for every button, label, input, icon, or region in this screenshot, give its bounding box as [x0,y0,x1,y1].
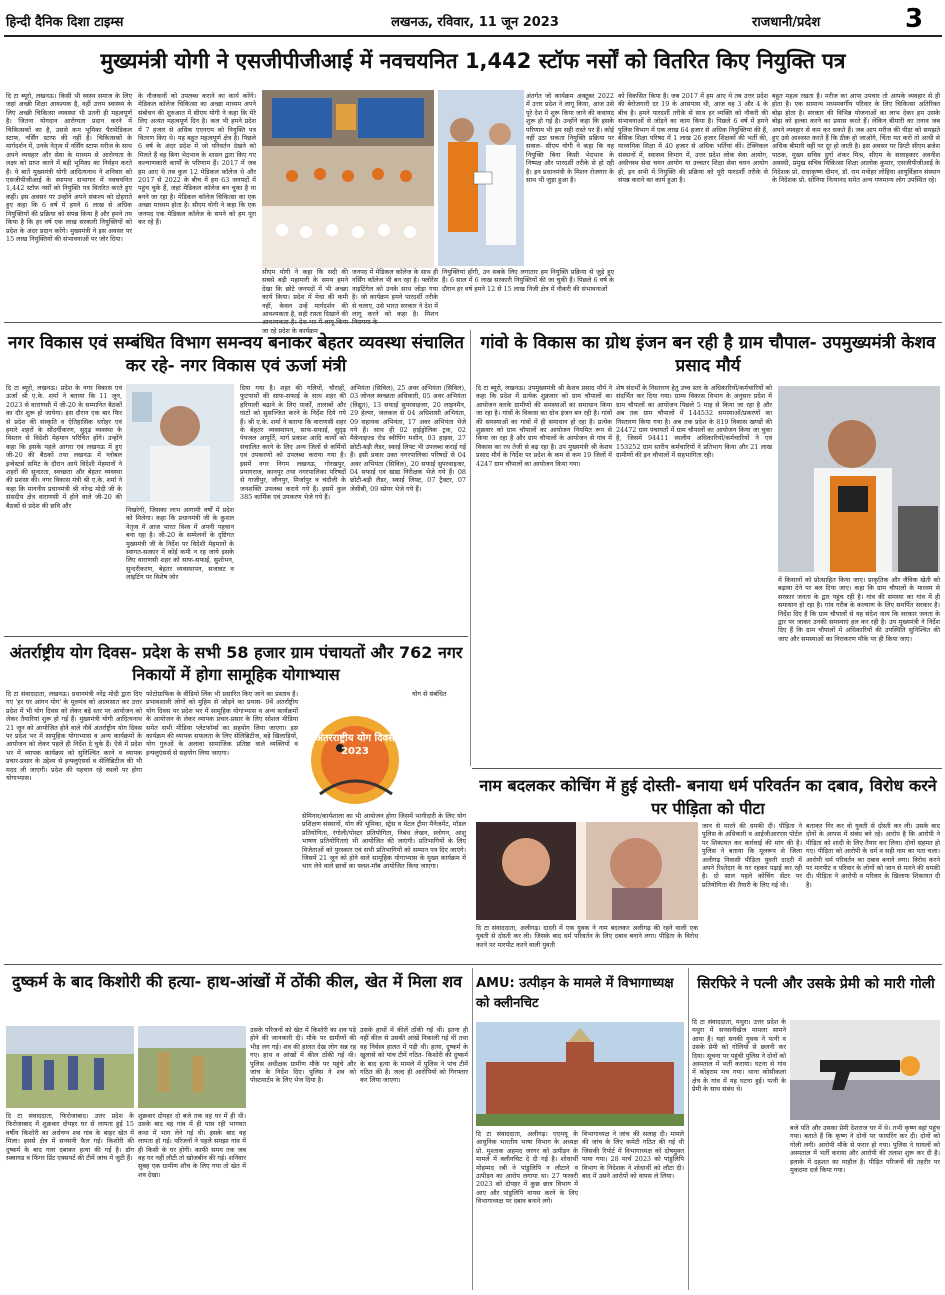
story5-col1: दि टा संवाददाता, अलीगढ़। दादरी में एक युवक ने नाम बदलकर अलीगढ़ की रहने वाली एक युवती से दोस्ती कर ली। जिसके बाद धर्म परिवर्तन के लिए दबाव बनाने लगा। पीड़िता के विरोध करने पर मारपीट करने वाली युवती [476,924,698,949]
story2-col3: दिया गया है। शहर की गलियों, चौराहों, फुटपाथों की साफ-सफाई के साथ शहर की हरियाली बढ़ाने के लिए पार्कों, तालाबों और घाटों को सुसज्जित करने के निर्देश दिये गये हैं। श्री ए.के. शर्मा ने बताया कि वाराणसी शहर के बेहतर व्यवस्थापन, साफ-सफाई, सुदृढ़ पेयजल आपूर्ति, मार्ग प्रकाश आदि कार्यों को संचालित करने के लिए अन्य जिलों से कर्मियों एवं उपकरणों को उपलब्ध कराया गया है। इसमें नगर निगम लखनऊ, गोरखपुर, प्रयागराज, कानपुर तथा नगरपालिका परिषदों से गाजीपुर, जौनपुर, मिर्जापुर व चंदौली के जनशक्ति उपलब्ध कराये गये हैं। इसमें कुल 385 कार्मिक एवं उपकरण भेजे गये हैं। [240,384,346,502]
story1-col1: दि टा ब्यूरो, लखनऊ। किसी भी स्वस्थ समाज के लिए जहां अच्छी शिक्षा आवश्यक है, वहीं उत्तम स्वास्थ्य के लिए अच्छी चिकित्सा व्यवस्था भी उतनी ही महत्वपूर्ण है। जितना योगदान आरोग्यता प्रदान करने में चिकित्सकों का है, उससे कम भूमिका पैरामेडिकल स्टाफ, नर्सिंग स्टाफ की नहीं है। चिकित्सकों के मार्गदर्शन में, उनके नेतृत्व में नर्सिंग स्टाफ मरीज के साथ अपने व्यवहार और सेवा के माध्यम से आरोग्यता के लक्ष्य को प्राप्त करने में बड़ी भूमिका का निर्वहन करते हैं। ये बातें मुख्यमंत्री योगी आदित्यनाथ ने शनिवार को एसजीपीजीआई के स्थापना सभागार में नवचयनित 1,442 स्टॉफ नर्सों को नियुक्ति पत्र वितरित करते हुए कहीं। इस अवसर पर उन्होंने अपने संकल्प को दोहराते हुए कहा कि 6 वर्ष में हमने 6 लाख से अधिक नियुक्तियों की प्रक्रिया को संपन्न किया है और हमने तय किया है कि हर वर्ष एक लाख सरकारी नियुक्तियों को प्रदेश के अंदर प्रदान करेंगे। मुख्यमंत्री ने इस अवसर पर 15 लाख नियुक्तियों की संभावनाओं पर जोर दिया। [6,92,132,243]
story6-headline: दुष्कर्म के बाद किशोरी की हत्या- हाथ-आंखों में ठोंकी कील, खेत में मिला शव [11,972,463,991]
story2-col1: दि टा ब्यूरो, लखनऊ। प्रदेश के नगर विकास एवं ऊर्जा श्री ए.के. शर्मा ने बताया कि 11 जून, 2023 से वाराणसी में जी-20 के सम्मानित बैठकों का दौर शुरू हो जायेगा। इस दौरान एक बार फिर से प्रदेश की संस्कृति व ऐतिहासिक धरोहर एवं हमारे शहरों के सौंदर्यीकरण, सुदृढ़ व्यवस्था के विस्तार से विदेशी मेहमान परिचित होंगे। उन्होंने कहा कि इसके पहले आगरा एवं लखनऊ में हुए जी-20 की बैठकों तथा लखनऊ में ग्लोबल इन्वेस्टर्स समिट के दौरान आये विदेशी मेहमानों ने शहरों की सुन्दरता, स्वच्छता और बेहतर व्यवस्था की प्रशंसा की। नगर विकास मंत्री श्री ए.के. शर्मा ने कहा कि माननीय प्रधानमंत्री श्री नरेन्द्र मोदी जी के संसदीय क्षेत्र वाराणसी में होने वाले जी-20 की बैठकों से प्रदेश की छवि और [6,384,122,510]
story8-col2: बजे पति और उसका प्रेमी देशराज घर में थे। तभी कृष्ण वहां पहुंच गया। बताते हैं कि कृष्ण ने दोनों पर फायरिंग कर दी। दोनों को गोली लगी। आरोपी मौके से फरार हो गया। पुलिस ने घायलों को अस्पताल में भर्ती कराया और आरोपी की तलाश शुरू कर दी है। इलाके में दहशत का माहौल है। पीड़ित परिजनों की तहरीर पर मुकदमा दर्ज किया गया। [790,1124,940,1175]
deputy-cm-speaking-photo [778,386,940,572]
story6-col1: दि टा संवाददाता, फिरोजाबाद। उत्तर प्रदेश के फिरोजाबाद में शुक्रवार दोपहर घर से लापता हुई 15 वर्षीय किशोरी का अर्धनग्न शव गांव के बाहर खेत में मिला। इससे क्षेत्र में सनसनी फैल गई। किशोरी की दुष्कर्म के बाद गला दबाकर हत्या की गई है। डॉग स्क्वायड व फिंगर प्रिंट एक्सपर्ट की टीमें जांच में जुटी हैं। [6,1112,134,1163]
story5-col2: जान से मारने की धमकी दी। पीड़िता ने पुलिस के अधिकारी व आईजीआरएस पोर्टल पर शिकायत कर कार्रवाई की मांग की है। पुलिस ने बताया कि मूलरूप से जिला अलीगढ़ निवासी पीड़िता युवती दादरी में अपने रिश्तेदार के घर रहकर पढ़ाई कर रही है। दो साल पहले कोचिंग सेंटर पर प्रतियोगिता की तैयारी के लिए गई थी। [702,822,802,889]
story6-col4: उसके हाथों में कीलें ठोंकी गई थीं। इतना ही नहीं कील से उसकी आंखें निकाली गई थीं तथा वह निर्वस्त्र हालत में पड़ी थी। हत्या, दुष्कर्म के खुलासे को पांच टीमें गठित- किशोरी की दुष्कर्म के बाद हत्या के मामले में पुलिस ने पांच टीमें गठित की हैं। जल्द ही आरोपियों को गिरफ्तार कर लिया जाएगा। [360,1026,468,1085]
story1-col3: सीएम योगी ने कहा कि सदी की सबसे बड़ी महामारी के समय हमने देखा कि छोटे जनपदों में भी अच्छा कार्य किया। प्रदेश में मेधा की कमी नहीं, केवल उन्हें मार्गदर्शन की आवश्यकता है, सही रास्ता दिखाने की जा रहे प्रदेश के कार्यक्रम [262,268,348,335]
story5-photo [476,822,698,920]
story6-photo [6,1026,134,1108]
stage-event-photo [262,90,434,268]
university-building-photo [476,1022,684,1126]
story1-photo-nurse [438,90,524,266]
story5-col3: बताकर गिर कर वो युवती से दोस्ती कर ली। उसके बाद दोनों के आपस में संबंध बने रहे। आरोप है कि आरोपी ने पीड़िता को शादी के लिए तैयार कर लिया। दोनों सहमत हो गए। पीड़िता को आरोपी के धर्म व सही नाम का पता चला। आरोपी धर्म परिवर्तन का दबाव बनाने लगा। विरोध करने पर मारपीट व परिवार के लोगों को जान से मारने की धमकी दी। पीड़िता ने आरोपी व परिवार के खिलाफ शिकायत दी है। [806,822,940,889]
masthead-rule [4,35,942,37]
story1-col7: को विकसित किया है। जब 2017 में हम आए थे तब उत्तर प्रदेश की बेरोजगारी दर 19 के आसपास थी, आज वह 3 और 4 के बीच है। हमने पारदर्शी तरीके से साथ हर व्यक्ति को नौकरी की संभावनाओं से जोड़ने का काम किया है। पिछले 6 वर्ष में हमने पुलिस विभाग में एक लाख 64 हजार से अधिक नियुक्तियां की हैं, बेसिक शिक्षा परिषद में 1 लाख 26 हजार शिक्षकों की भर्ती की, माध्यमिक शिक्षा में 40 हजार से अधिक भर्तियां कीं। टेक्निकल संस्थानों में, स्वास्थ्य विभाग में, उत्तर प्रदेश लोक सेवा आयोग, अधीनस्थ सेवा चयन आयोग या उच्चतर शिक्षा सेवा चयन आयोग हो, इन सभी में नियुक्ति की प्रक्रिया को पूरी पारदर्शी तरीके से संपन्न कराने का कार्य हुआ है। [618,92,768,185]
story8-col1: दि टा संवाददाता, मथुरा। उत्तर प्रदेश के मथुरा में सनसनीखेज मामला सामने आया है। यहां सनकी युवक ने पत्नी व उसके प्रेमी को गोलियों से छलनी कर दिया। सूचना पर पहुंची पुलिस ने दोनों को अस्पताल में भर्ती कराया। घटना से गांव में कोहराम मच गया। थाना कोसीकलां क्षेत्र के गांव में यह घटना हुई। पत्नी के प्रेमी के साथ संबंध थे। [692,1018,786,1094]
masthead [0,0,945,40]
mid-bottom-rule [4,964,942,965]
story3-col3: में किसानों को प्रोत्साहित किया जाए। प्राकृतिक और जैविक खेती को बढ़ावा देने पर बल दिया जाए। कहा कि ग्राम चौपालों के माध्यम से सरकार जनता के द्वार पहुंच रही है। गांव की समस्या का गांव में ही समाधान हो रहा है। गांव गरीब के कल्याण के लिए समर्पित सरकार है। निर्देश दिए हैं कि ग्राम चौपालों से यह संदेश जाय कि सरकार जनता के द्वार पर जाकर उनकी समस्याएं हल कर रही है। उप मुख्यमंत्री ने निर्देश दिए हैं कि ग्राम चौपालों में अधिकारियों की उपस्थिति सुनिश्चित की जाए और समस्याओं का निराकरण मौके पर ही किया जाए। [778,576,940,643]
story2-photo [126,384,234,502]
yoga-day-logo-text: अंतरराष्ट्रीय योग दिवस 2023 [315,733,395,757]
story2-3-divider [470,330,471,766]
crime-scene-field-photo [6,1026,134,1108]
story6-col3: उसके परिजनों को खेत में किशोरी का शव पड़े होने की जानकारी दी। मौके पर ग्रामीणों की भीड़ लग गई। शव की हालत देख लोग सन्न रह गए। हाथ व आंखों में कील ठोंकी गई थी। पुलिस अधीक्षक ग्रामीण मौके पर पहुंचे और जांच के निर्देश दिए। पुलिस ने शव को पोस्टमार्टम के लिए भेज दिया है। [250,1026,356,1085]
minister-portrait-photo [126,384,234,502]
nurse-receiving-letter-photo [438,90,524,266]
story7-col2: विभागाध्यक्ष ने जांच की सलाह दी। मामले की जांच के लिए कमेटी गठित की गई थी जिसकी रिपोर्ट में विभागाध्यक्ष को दोषमुक्त पाया गया। 28 मार्च 2023 को पांडुलिपि विभाग के निदेशक ने शोधार्थी को लौटा दी। बाद में उसने आरोपों को वापस ले लिया। [582,1130,684,1181]
story1-col8: बहुत महत्व रखता है। मरीज का आपा उपचार तो आपके व्यवहार से ही होता है। एक सामान्य मध्यमवर्गीय परिवार के लिए चिकित्सा अतिरिक्त बोझ होता है। सरकार की विभिन्न योजनाओं का लाभ देकर हम उसके बोझ को हल्का करने का प्रयास करते हैं। लेकिन बीमारी का तनाव जब अपने व्यवहार से कम कर सकते हैं। जब आप मरीज की पीड़ा को समझते हुए उसे आश्वस्त करते हैं कि ठीक हो जाओगे, चिंता मत करो तो आधी से अधिक बीमारी वहीं पर दूर हो जाती है। इस अवसर पर डिप्टी सीएम ब्रजेश पाठक, मुख्य सचिव दुर्गा शंकर मिश्र, सीएम के सलाहकार अवनीश अवस्थी, प्रमुख सचिव चिकित्सा शिक्षा आलोक कुमार, एसजीपीजीआई के निदेशक प्रो. राधाकृष्ण धीमन, डॉ. राम मनोहर लोहिया आयुर्विज्ञान संस्थान के निदेशक प्रो. सोनिया नित्यानंद समेत अन्य गणमान्य लोग उपस्थित रहे। [772,92,940,185]
gun-shooting-photo [790,1020,940,1120]
story8-headline: सिरफिरे ने पत्नी और उसके प्रेमी को मारी गोली [697,976,935,992]
story7-8-divider [688,968,689,1290]
story8-photo [790,1020,940,1120]
story1-col5: अंतर्गत जो कार्यक्रम अक्टूबर 2022 में उत्तर प्रदेश ने लागू किया, आज उसे पूरे देश में शुरू किया जाने की कवायद शुरू हो गई है। उन्होंने कहा कि इसके परिणाम भी हम सही रास्ते पर हैं। कोई नहीं उठा सकता नियुक्ति प्रक्रिया पर सवाल- सीएम योगी ने कहा कि यह नियुक्ति बिना किसी भेदभाव के निष्पक्ष और पारदर्शी तरीके से हो रही है। इन प्रधानमंत्री के मिशन रोजगार के साथ भी जुड़ा हुआ है। [526,92,614,185]
story6-photo-2 [138,1026,246,1108]
story1-headline: मुख्यमंत्री योगी ने एसजीपीजीआई में नवचयनित 1,442 स्टॉफ नर्सों को वितरित किए नियुक्ति पत्र [100,49,846,73]
story7-col1: दि टा संवाददाता, अलीगढ़। एएमयू के आधुनिक भारतीय भाषा विभाग के अध्यक्ष प्रो. मुश्ताक अहमद जरगर को उत्पीड़न के मामले में क्लीनचिट दे दी गई है। शोधार्थी मोहम्मद रबी ने पांडुलिपि न लौटाने व उत्पीड़न का आरोप लगाया था। 27 फरवरी 2023 को दोपहर में कुछ छात्र विभाग में आए और पांडुलिपि वापस करने के लिए विभागाध्यक्ष पर दबाव बनाने लगे। [476,1130,578,1206]
story4-col4: सेमिनार/कार्यशाला का भी आयोजन होगा जिसमें भागीदारी के लिए योग प्रशिक्षण संस्थानों, योग की भूमिका, स्ट्रेस व मेंटल ट्रीमा मैनेजमेंट, मॉडल प्रतियोगिता, रंगोली/पोस्टर प्रतियोगिता, निबंध लेखन, स्लोगन, आशु भाषण प्रतियोगिताएं भी आयोजित की जाएंगी। प्रतिभागियों के लिए विजेताओं को पुरस्कार एवं सभी प्रतिभागियों को सम्मान पत्र दिए जाएंगे। जिसमें 21 जून को होने वाले सामूहिक योगाभ्यास के मुख्य कार्यक्रम में भाग लेने वाले छात्रों का फ्लश-मॉब आयोजित किया जाएगा। [302,812,466,871]
story2-bottom-rule [4,636,468,637]
story4-col1: दि टा संवाददाता, लखनऊ। प्रधानमंत्री नरेंद्र मोदी द्वारा दिए गए 'हर घर आंगन योग' के मूलमंत्र को आत्मसात कर उत्तर प्रदेश में भी योग दिवस को लेकर बड़े स्तर पर आयोजन को लेकर तैयारियां शुरू हो गई हैं। मुख्यमंत्री योगी आदित्यनाथ 21 जून को आयोजित होने वाले नौवें अंतर्राष्ट्रीय योग दिवस पर प्रदेश भर में सामूहिक योगाभ्यास व अन्य कार्यक्रमों के आयोजन को लेकर पहले ही निर्देश दे चुके हैं। ऐसे में प्रदेश भर में व्यापक कार्यक्रम को सुनिश्चित करने व व्यापक प्रचार-प्रसार के उद्देश्य से इन्फ्लुएंसर्स व सेलिब्रिटीज की भी मदद ली जाएगी। प्रदेश की पहचान रहे स्थलों पर होगा योगाभ्यास। [6,690,142,783]
story3-col2: शेष संदर्भों के निस्तारण हेतु उच्च स्तर के अधिकारियों/कर्मचारियों को संदर्भित कर दिया गया। ग्राम्य विकास विभाग के अनुसार प्रदेश में ग्राम चौपालों का आयोजन पिछले 5 माह से किया जा रहा है और अब तक ग्राम चौपालों में 144532 समस्याओं/प्रकरणों का निस्तारण किया गया है। अब तक प्रदेश के 819 विकास खण्डों की 24472 ग्राम पंचायतों में ग्राम चौपालों का आयोजन किया जा चुका है, जिसमें 94411 स्थलीय अधिकारियों/कर्मचारियों ने एवं 153252 ग्राम स्तरीय कर्मचारियों ने प्रतिभाग किया और 21 लाख ग्रामीणों की इन चौपालों में सहभागिता रही। [616,384,772,460]
section-label: राजधानी/प्रदेश [752,15,821,30]
distressed-woman-illustration [476,822,698,920]
story1-bottom-rule [4,322,942,323]
yoga-pose-icon [300,708,410,808]
story1-photo [262,90,434,268]
story3-headline: गांवो के विकास का ग्रोथ इंजन बन रही है ग्राम चौपाल- उपमुख्यमंत्री केशव प्रसाद मौर्य [480,333,936,376]
story4-headline: अंतर्राष्ट्रीय योग दिवस- प्रदेश के सभी 58 हजार ग्राम पंचायतों और 762 नगर निकायों में होगा सामूहिक योगाभ्यास [9,643,463,684]
story6-col2: शुक्रवार दोपहर दो बजे तक वह घर में ही थी। उसके बाद वह गांव में ही पास रही भागवत कथा में भाग लेने गई थी। इसके बाद वह लापता हो गई। परिजनों ने पहले समझा गांव में ही किसी के घर होगी। काफी समय तक जब वह घर नहीं लौटी तो खोजबीन की गई। शनिवार सुबह एक ग्रामीण शौच के लिए गया तो खेत में शव देखा। [138,1112,246,1179]
police-at-site-photo [138,1026,246,1108]
story3-bottom-rule [472,768,942,769]
yoga-day-logo [300,708,410,808]
story7-photo [476,1022,684,1126]
story2-col2: निखरेगी, जिसका लाभ आगामी वर्षों में प्रदेश को मिलेगा। कहा कि प्रधानमंत्री जी के कुशल नेतृत्व में आज भारत विश्व में अपनी पहचान बना रहा है। जी-20 के सम्मेलनों के दृष्टिगत मुख्यमंत्री जी के निर्देश पर विदेशी मेहमानों के स्वागत-सत्कार में कोई कमी न रह जाये इसके लिए वाराणसी शहर को साफ-सफाई, सुशोभन, सुन्दरीकरण, बेहतर व्यवस्थापन, सजावट व लाइटिंग पर विशेष जोर [126,506,234,582]
story1-col4: जनपद में मेडिकल कॉलेज के साथ ही नर्सिंग कॉलेज भी बन रहा है। फ्लोरेंस नाइटिंगेल को उनके साथ जोड़ा गया है। जो कार्यक्रम हमने पारदर्शी तरीके से चलाए, उसे भारत सरकार ने देश में लागू करने को कहा है। मिशन [352,268,438,319]
story4-col2: फोटोग्राफिक के वीडियो लिंक भी प्रसारित किए जाने का प्रस्ताव है। प्रभावशाली लोगों को मुहिम से जोड़ने का प्रयास- 9वें अंतर्राष्ट्रीय योग दिवस पर प्रदेश भर में सामूहिक योगाभ्यास व अन्य कार्यक्रमों के आयोजन के लेकर व्यापक प्रचार-प्रसार के लिए सोशल मीडिया समेत सभी मीडिया प्लेटफॉर्म्स का सहयोग लिया जाएगा। इस कार्यक्रम की व्यापक सफलता के लिए सेलिब्रिटीज, बड़े खिलाड़ियों, योग गुरुओं के अलावा सामाजिक प्रतिष्ठा वाले व्यक्तियों व इन्फ्लुएंसर्स से सहयोग लिया जाएगा। [146,690,298,757]
story3-col1: दि टा ब्यूरो, लखनऊ। उपमुख्यमंत्री श्री केशव प्रसाद मौर्य ने कहा कि प्रदेश में प्रत्येक शुक्रवार को ग्राम चौपालों का आयोजन करके ग्रामीणों की समस्याओं का समाधान किया जा रहा है। गांवों के विकास का ग्रोथ इंजन बन रही है। गांवों की समस्याओं का गांवों में ही समाधान हो रहा है। प्रत्येक शुक्रवार को ग्राम चौपालों का आयोजन नियमित रूप से किया जा रहा है और ग्राम चौपालों के आयोजन से गांव में विकास का रथ तेजी से बढ़ रहा है। उप मुख्यमंत्री श्री केशव प्रसाद मौर्य के निर्देश पर प्रदेश के कम से कम 19 जिलों में 4247 ग्राम चौपालों का आयोजन किया गया। [476,384,612,468]
paper-name: हिन्दी दैनिक दिशा टाइम्स [6,15,124,30]
story5-headline: नाम बदलकर कोचिंग में हुई दोस्ती- बनाया धर्म परिवर्तन का दबाव, विरोध करने पर पीड़िता को पीटा [479,776,937,818]
story2-col4: अभियंता (सिविल), 25 अवर अभियंता (सिविल), 03 जोनल स्वच्छता अधिकारी, 05 अवर अभियंता (विद्युत), 13 सफाई सुपरवाइजर, 20 लाइनमैन, 29 हेल्पर, जलकल से 04 अधिशासी अभियंता, 09 सहायक अभियंता, 17 अवर अभियंता भेजे गये हैं। साथ ही 02 हाईड्रोलिक ट्रक, 02 मैकेनाइज्ड रोड स्वीपिंग मशीन, 03 हाइवा, 27 छोटी-बड़ी लैडर, स्काई लिफ्ट भी उपलब्ध कराई गई हैं। इसी प्रकार उक्त नगरपालिका परिषदों से 04 अवर अभियंता (सिविल), 20 सफाई सुपरवाइजर, 04 सफाई एवं खाद्य निरीक्षक भेजे गये हैं। 08 छोटी-बड़ी लैडर, स्काई लिफ्ट, 07 ट्रैक्टर, 07 जेसीबी, 09 स्प्रेयर भेजे गये हैं। [350,384,467,493]
story4-col3: योग से संबंधित [412,690,447,698]
story2-headline: नगर विकास एवं सम्बंधित विभाग समन्वय बनाकर बेहतर व्यवस्था संचालित कर रहे- नगर विकास एवं ऊर्जा मंत्री [8,333,464,376]
story1-col6: नियुक्तियां होंगी, उन सबके लिए लगातार हम नियुक्ति प्रक्रिया से जुड़े हुए हैं। 6 साल में 6 लाख सरकारी नियुक्तियों की जा चुकी हैं। पिछले 6 वर्ष के दौरान हर वर्ष हमने 12 से 15 लाख निजी क्षेत्र में नौकरी की संभावनाओं [442,268,614,293]
story3-photo [778,386,940,572]
story1-col2: के नौजवानों को उपलब्ध कराने का कार्य करेंगे। मेडिकल कॉलेज चिकित्सा का अच्छा माध्यम अपने संबोधन की शुरुआत में सीएम योगी ने कहा कि मेरे लिए अत्यंत महत्वपूर्ण दिन है। कल भी हमने प्रदेश में 7 हजार से अधिक एएनएम को नियुक्ति पत्र वितरण किए थे। यह बहुत महत्वपूर्ण क्षेत्र है। पिछले 6 वर्ष के अंदर प्रदेश में जो परिवर्तन देखने को मिलते हैं वह बिना भेदभाव के शासन द्वारा किए गए कल्याणकारी कार्यों के परिणाम हैं। 2017 में जब हम आए थे तब कुल 12 मेडिकल कॉलेज थे और 2017 से 2022 के बीच में हम 63 जनपदों में पहुंच चुके हैं, जहां मेडिकल कॉलेज बन चुका है या बनने जा रहा है। मेडिकल कॉलेज चिकित्सा का एक अच्छा माध्यम होता है। सीएम योगी ने कहा कि एक जनपद एक मेडिकल कॉलेज के सपने को हम पूरा कर रहे हैं। [138,92,256,227]
story7-headline: AMU: उत्पीड़न के मामले में विभागाध्यक्ष को क्लीनचिट [476,976,674,1011]
page-number: 3 [905,4,924,34]
dateline: लखनऊ, रविवार, 11 जून 2023 [391,15,559,30]
story6-7-divider [472,968,473,1290]
